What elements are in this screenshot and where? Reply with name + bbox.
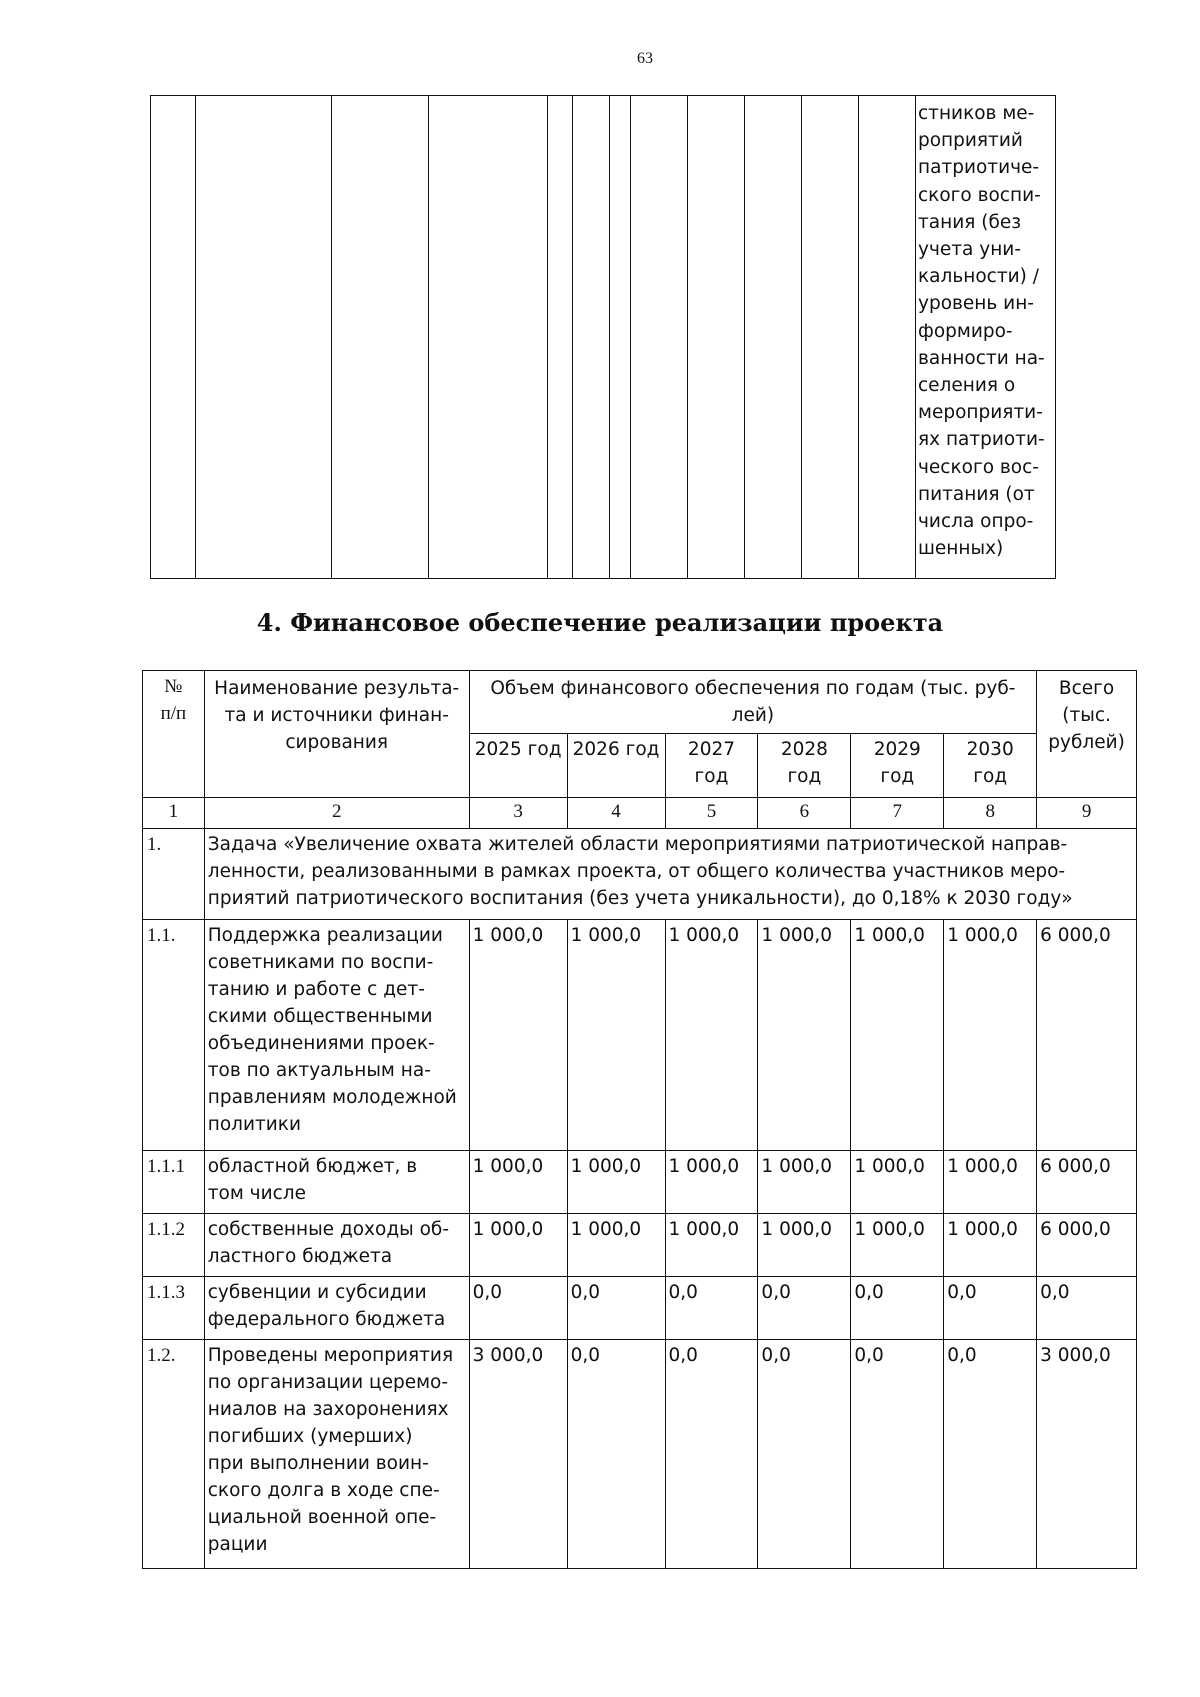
header-line: та и источники финан-	[224, 705, 449, 726]
table-row	[151, 96, 1056, 579]
row-index: 1.2.	[143, 1340, 205, 1569]
empty-cell	[688, 96, 745, 579]
name-line: правлениям молодежной	[207, 1087, 457, 1108]
column-number: 1	[143, 798, 205, 829]
header-year	[567, 734, 665, 798]
column-numbers-row	[143, 798, 1137, 829]
header-name	[204, 671, 469, 798]
value-cell: 1 000,0	[758, 1151, 851, 1214]
year-label: год	[694, 766, 729, 787]
task-text	[204, 829, 1136, 920]
year-label: 2026 год	[572, 739, 660, 760]
year-label: год	[973, 766, 1008, 787]
page-number: 63	[637, 50, 653, 67]
value-cell: 1 000,0	[567, 920, 665, 1151]
task-line: приятий патриотического воспитания (без учета уникальности), до 0,18% к 2030 году»	[207, 888, 1073, 909]
header-line: Наименование результа-	[214, 678, 460, 699]
year-label: год	[787, 766, 822, 787]
name-line: циальной военной опе-	[207, 1507, 437, 1528]
header-total	[1037, 671, 1137, 798]
task-line: Задача «Увеличение охвата жителей области мероприятиями патриотической направ-	[207, 834, 1068, 855]
value-cell: 1 000,0	[469, 1151, 567, 1214]
empty-cell	[548, 96, 573, 579]
row-name	[204, 1340, 469, 1569]
year-label: 2028	[780, 739, 828, 760]
header-volume	[469, 671, 1037, 734]
cell-line: учета уни-	[918, 239, 1021, 261]
name-line: федерального бюджета	[207, 1309, 446, 1330]
value-cell: 0,0	[1037, 1277, 1137, 1340]
cell-line: стников ме-	[918, 103, 1035, 124]
empty-cell	[745, 96, 802, 579]
value-cell: 6 000,0	[1037, 1214, 1137, 1277]
name-line: областной бюджет, в	[207, 1156, 418, 1177]
row-name	[204, 920, 469, 1151]
name-line: собственные доходы об-	[207, 1219, 449, 1240]
value-cell: 0,0	[944, 1277, 1037, 1340]
value-cell: 1 000,0	[665, 920, 758, 1151]
column-number: 3	[469, 798, 567, 829]
header-line: Всего	[1058, 678, 1115, 699]
value-cell: 1 000,0	[758, 1214, 851, 1277]
empty-cell	[196, 96, 332, 579]
header-row	[143, 671, 1137, 734]
name-line: рации	[207, 1534, 268, 1555]
header-line: (тыс.	[1062, 705, 1111, 726]
value-cell: 6 000,0	[1037, 920, 1137, 1151]
name-line: политики	[207, 1114, 302, 1135]
header-line: лей)	[731, 705, 775, 726]
value-cell: 3 000,0	[1037, 1340, 1137, 1569]
year-label: 2030	[966, 739, 1014, 760]
row-index: 1.	[143, 829, 205, 920]
header-num: № п/п	[143, 671, 205, 798]
table-row	[143, 920, 1137, 1151]
name-line: Поддержка реализации	[207, 925, 443, 946]
year-label: год	[880, 766, 915, 787]
continuation-table	[150, 95, 1056, 579]
row-name	[204, 1214, 469, 1277]
value-cell: 0,0	[567, 1277, 665, 1340]
header-year	[944, 734, 1037, 798]
value-cell: 0,0	[944, 1340, 1037, 1569]
cell-line: питания (от	[918, 483, 1035, 505]
cell-line: патриотиче-	[918, 157, 1040, 179]
value-cell: 0,0	[851, 1277, 944, 1340]
table-row	[143, 1340, 1137, 1569]
name-line: танию и работе с дет-	[207, 979, 425, 1000]
empty-cell	[429, 96, 548, 579]
name-line: ластного бюджета	[207, 1246, 393, 1267]
value-cell: 6 000,0	[1037, 1151, 1137, 1214]
task-line: ленности, реализованными в рамках проекта, от общего количества участников меро-	[207, 861, 1066, 882]
name-line: тов по актуальным на-	[207, 1060, 431, 1081]
year-label: 2025 год	[474, 739, 562, 760]
value-cell: 1 000,0	[944, 920, 1037, 1151]
value-cell: 1 000,0	[665, 1151, 758, 1214]
name-line: объединениями проек-	[207, 1033, 435, 1054]
name-line: Проведены мероприятия	[207, 1345, 454, 1366]
name-line: ниалов на захоронениях	[207, 1399, 449, 1420]
value-cell: 1 000,0	[851, 1214, 944, 1277]
name-line: при выполнении воин-	[207, 1453, 429, 1474]
value-cell: 1 000,0	[851, 1151, 944, 1214]
cell-line: шенных)	[918, 538, 1004, 560]
row-index: 1.1.2	[143, 1214, 205, 1277]
value-cell: 0,0	[665, 1277, 758, 1340]
value-cell: 1 000,0	[944, 1214, 1037, 1277]
header-year	[758, 734, 851, 798]
cell-line: тания (без	[918, 211, 1022, 233]
value-cell: 1 000,0	[469, 1214, 567, 1277]
header-year	[469, 734, 567, 798]
value-cell: 3 000,0	[469, 1340, 567, 1569]
value-cell: 0,0	[758, 1340, 851, 1569]
header-year	[665, 734, 758, 798]
name-line: ского долга в ходе спе-	[207, 1480, 440, 1501]
value-cell: 1 000,0	[944, 1151, 1037, 1214]
cell-line: уровень ин-	[918, 293, 1034, 315]
value-cell: 0,0	[851, 1340, 944, 1569]
task-row	[143, 829, 1137, 920]
value-cell: 0,0	[469, 1277, 567, 1340]
empty-cell	[332, 96, 429, 579]
cell-line: числа опро-	[918, 511, 1034, 533]
value-cell: 0,0	[567, 1340, 665, 1569]
cell-line: ванности на-	[918, 347, 1045, 369]
finance-table	[142, 670, 1137, 1569]
indicator-text-cell	[916, 96, 1056, 579]
section-title: 4. Финансовое обеспечение реализации проекта	[256, 608, 944, 637]
table-row	[143, 1277, 1137, 1340]
value-cell: 1 000,0	[758, 920, 851, 1151]
row-name	[204, 1151, 469, 1214]
cell-line: формиро-	[918, 320, 1013, 342]
name-line: советниками по воспи-	[207, 952, 434, 973]
cell-line: ского воспи-	[918, 184, 1041, 206]
empty-cell	[151, 96, 196, 579]
header-year	[851, 734, 944, 798]
name-line: субвенции и субсидии	[207, 1282, 427, 1303]
header-line: сирования	[285, 732, 389, 753]
empty-cell	[631, 96, 688, 579]
value-cell: 0,0	[758, 1277, 851, 1340]
row-index: 1.1.	[143, 920, 205, 1151]
cell-line: кальности) /	[918, 266, 1039, 288]
empty-cell	[573, 96, 610, 579]
table-row	[143, 1151, 1137, 1214]
value-cell: 1 000,0	[469, 920, 567, 1151]
header-line: Объем финансового обеспечения по годам (тыс. руб-	[490, 678, 1016, 699]
cell-line: ческого вос-	[918, 456, 1039, 478]
name-line: погибших (умерших)	[207, 1426, 413, 1447]
value-cell: 1 000,0	[851, 920, 944, 1151]
column-number: 4	[567, 798, 665, 829]
value-cell: 1 000,0	[665, 1214, 758, 1277]
column-number: 2	[204, 798, 469, 829]
cell-line: селения о	[918, 375, 1016, 397]
name-line: скими общественными	[207, 1006, 433, 1027]
table-row	[143, 1214, 1137, 1277]
row-name	[204, 1277, 469, 1340]
year-label: 2029	[873, 739, 921, 760]
column-number: 7	[851, 798, 944, 829]
cell-line: ях патриоти-	[918, 429, 1045, 451]
column-number: 5	[665, 798, 758, 829]
name-line: по организации церемо-	[207, 1372, 449, 1393]
name-line: том числе	[207, 1183, 307, 1204]
column-number: 6	[758, 798, 851, 829]
column-number: 9	[1037, 798, 1137, 829]
empty-cell	[859, 96, 916, 579]
row-index: 1.1.1	[143, 1151, 205, 1214]
column-number: 8	[944, 798, 1037, 829]
cell-line: мероприяти-	[918, 402, 1043, 424]
empty-cell	[802, 96, 859, 579]
value-cell: 1 000,0	[567, 1214, 665, 1277]
row-index: 1.1.3	[143, 1277, 205, 1340]
year-label: 2027	[687, 739, 736, 760]
header-line: рублей)	[1048, 732, 1125, 753]
empty-cell	[610, 96, 631, 579]
value-cell: 0,0	[665, 1340, 758, 1569]
cell-line: роприятий	[918, 130, 1023, 152]
value-cell: 1 000,0	[567, 1151, 665, 1214]
